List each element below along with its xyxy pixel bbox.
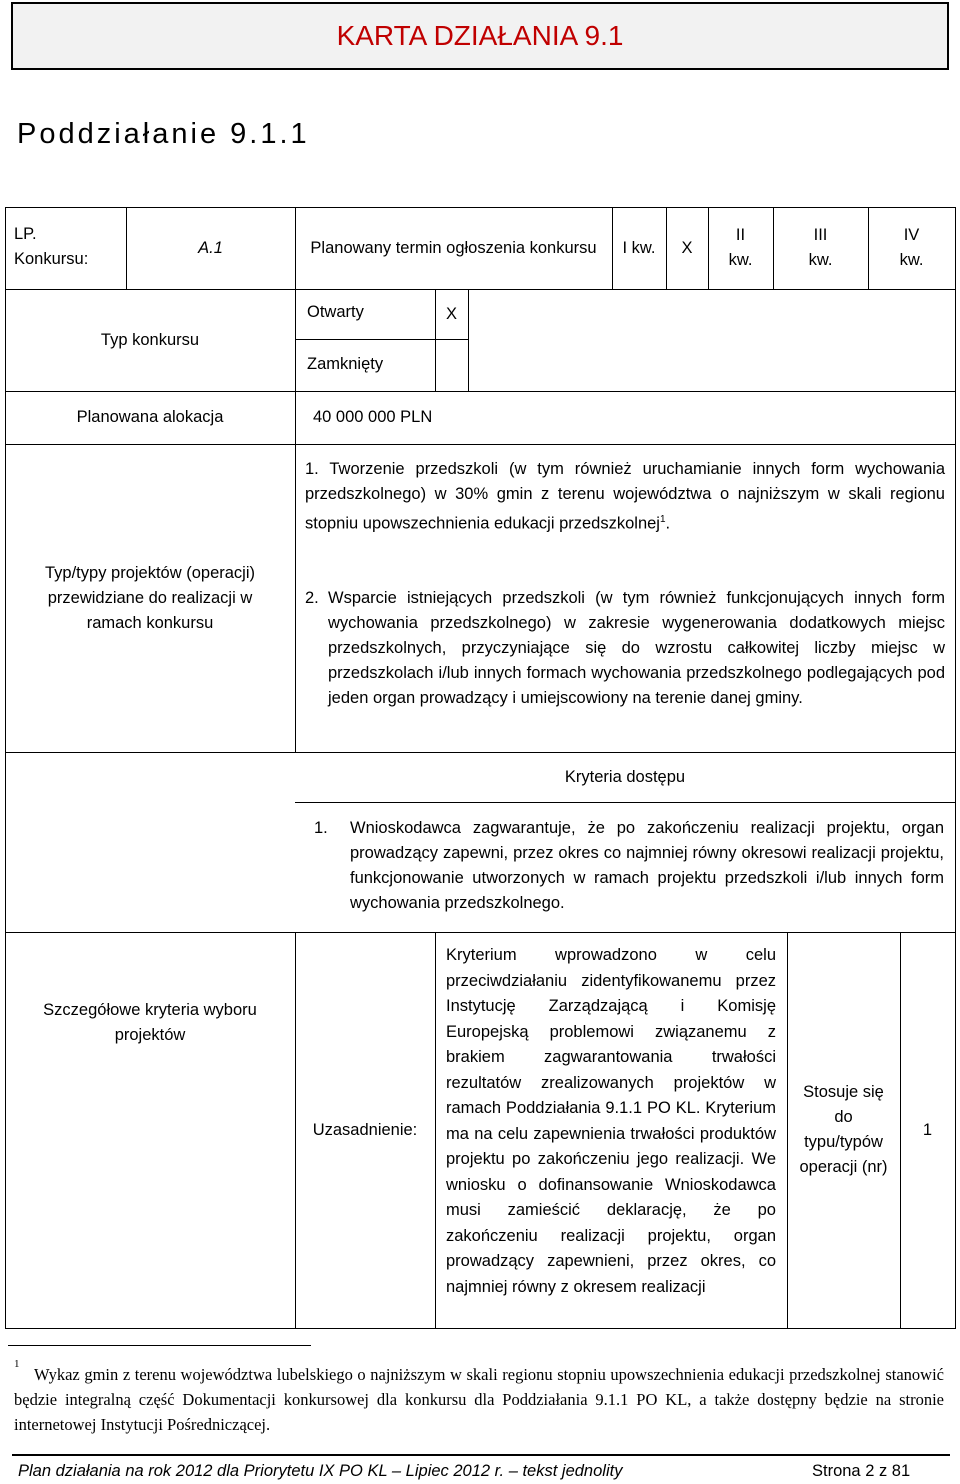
applies-to-label: Stosuje się do typu/typów operacji (nr): [799, 1083, 888, 1176]
footnote-text: Wykaz gmin z terenu województwa lubelskiego o najniższym w skali regionu stopniu upowszechnienia edukacji przedszkolnej stanowić będzie integralną część Dokumentacji konkursowej dla konkursu dla Poddziałania 9.1.1 PO KL, a także dostępny będzie na stronie internetowej Instytucji Pośredniczącej.: [14, 1365, 944, 1434]
footnote-marker: 1: [14, 1358, 20, 1370]
footer-plan: Plan działania na rok 2012 dla Priorytetu IX PO KL – Lipiec 2012 r. – tekst jednolity: [18, 1462, 623, 1480]
page-number: Strona 2 z 81: [812, 1462, 911, 1480]
allocation-label: Planowana alokacja: [76, 408, 224, 426]
document-title: KARTA DZIAŁANIA 9.1: [11, 2, 949, 70]
access-criteria-label: Kryteria dostępu: [564, 767, 686, 786]
project-types-label: Typ/typy projektów (operacji) przewidziane do realizacji w ramach konkursu: [45, 563, 255, 632]
quarter-3: III kw.: [808, 226, 833, 269]
project-type-2: Wsparcie istniejących przedszkoli (w tym również funkcjonujących innych form wychowania przedszkolnego) w zakresie wygenerowania dodatkowych miejsc przedszkolnych, przyczyniające się do wzrostu całkowitej liczby miejsc w przedszkolach i/lub innych formach wychowania przedszkolnego podlegających pod jeden organ prowadzący i umiejscowiony na terenie danej gminy.: [328, 589, 945, 707]
quarter-4: IV kw.: [899, 226, 924, 269]
applies-to-value: 1: [922, 1120, 933, 1139]
quarter-1-mark: X: [681, 238, 693, 257]
term-label: Planowany termin ogłoszenia konkursu: [310, 238, 597, 257]
lp-label: LP. Konkursu:: [14, 225, 89, 268]
access-criterion-text: Wnioskodawca zagwarantuje, że po zakończeniu realizacji projektu, organ prowadzący zapewni, przez okres co najmniej równy okresowi realizacji projektu, funkcjonowanie utworzonych w ramach projektu przedszkoli i/lub innych form wychowania przedszkolnego.: [350, 819, 944, 912]
justification-label: Uzasadnienie:: [312, 1120, 418, 1139]
lp-value: A.1: [198, 238, 223, 257]
quarter-2: II kw.: [728, 226, 753, 269]
section-subtitle: Poddziałanie 9.1.1: [17, 118, 310, 150]
project-type-2-number: 2.: [305, 589, 319, 607]
type-open-mark: X: [445, 304, 457, 323]
quarter-1: I kw.: [622, 238, 656, 257]
justification-text: Kryterium wprowadzono w celu przeciwdziałaniu zidentyfikowanemu przez Instytucję Zarządzającą i Komisję Europejską problemowi związanemu z brakiem zagwarantowania trwałości rezultatów zrealizowanych projektów w ramach Poddziałania 9.1.1 PO KL. Kryterium ma na celu zapewnienia trwałości produktów projektu po zakończeniu jego realizacji. We wniosku o dofinansowanie Wnioskodawca musi zamieścić deklarację, że po zakończeniu realizacji projektu, organ prowadzący zapewnieni, przez okres, co najmniej równy z okresem realizacji: [446, 946, 776, 1296]
access-criterion-number: 1.: [314, 819, 328, 837]
type-open: Otwarty: [307, 303, 364, 321]
footer-rule: [12, 1454, 950, 1456]
footnote-ref: 1: [659, 514, 666, 525]
detailed-criteria-label: Szczegółowe kryteria wyboru projektów: [43, 1001, 257, 1044]
footnote-separator: [8, 1345, 311, 1346]
allocation-value: 40 000 000 PLN: [313, 408, 433, 426]
project-type-1: 1. Tworzenie przedszkoli (w tym również uruchamianie innych form wychowania przedszkolnego) w 30% gmin z terenu województwa o najniższym w skali regionu stopniu upowszechnienia edukacji przedszkolnej$^1$.: [305, 460, 945, 533]
contest-type-label: Typ konkursu: [100, 330, 200, 349]
type-closed: Zamknięty: [307, 355, 384, 373]
